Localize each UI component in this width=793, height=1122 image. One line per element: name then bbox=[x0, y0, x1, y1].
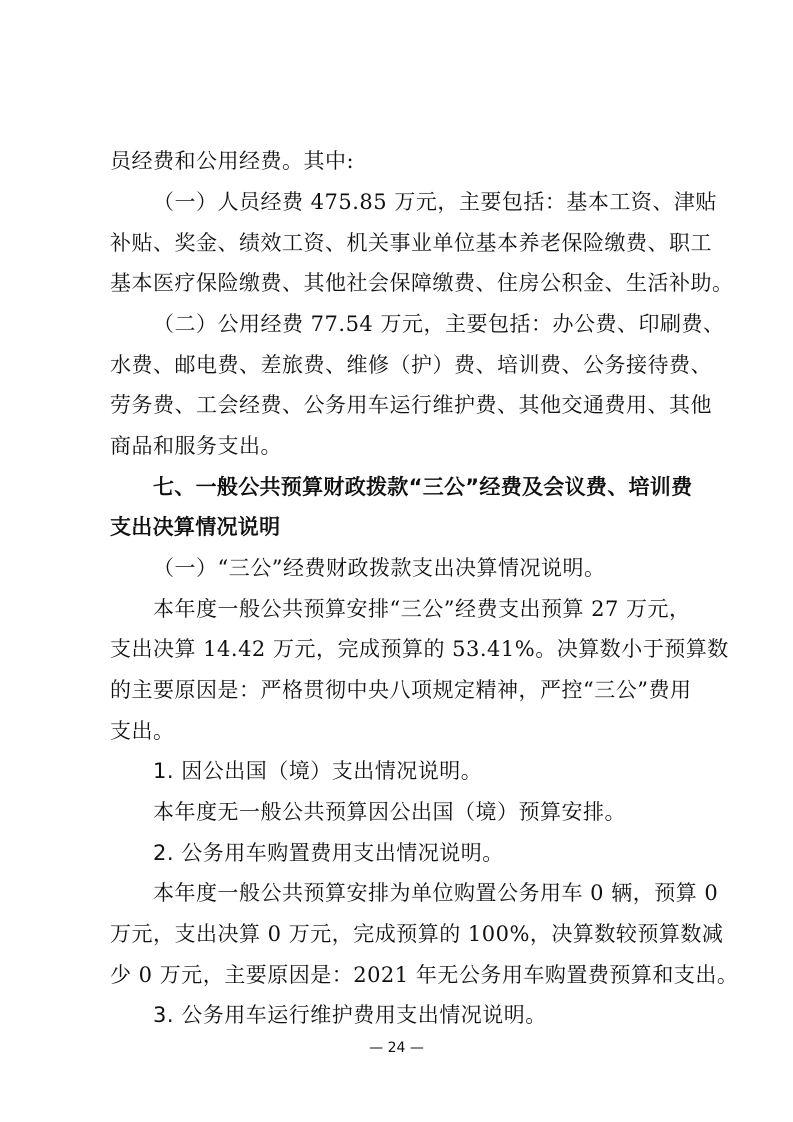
paragraph-line: 劳务费、工会经费、公务用车运行维护费、其他交通费用、其他 bbox=[110, 393, 712, 417]
paragraph-line: 支出。 bbox=[110, 719, 175, 743]
page-number: — 24 — bbox=[369, 1040, 424, 1056]
paragraph-line: 少 0 万元，主要原因是：2021 年无公务用车购置费预算和支出。 bbox=[110, 963, 739, 987]
paragraph-line: 商品和服务支出。 bbox=[110, 434, 282, 458]
subsection-heading: 1. 因公出国（境）支出情况说明。 bbox=[153, 759, 483, 783]
paragraph-line: 员经费和公用经费。其中: bbox=[110, 149, 355, 173]
paragraph-line: 的主要原因是：严格贯彻中央八项规定精神，严控“三公”费用 bbox=[110, 678, 692, 702]
paragraph-line: （二）公用经费 77.54 万元，主要包括：办公费、印刷费、 bbox=[153, 312, 725, 336]
section-heading: 支出决算情况说明 bbox=[110, 515, 281, 539]
paragraph-line: 本年度无一般公共预算因公出国（境）预算安排。 bbox=[153, 800, 626, 824]
paragraph-line: 基本医疗保险缴费、其他社会保障缴费、住房公积金、生活补助。 bbox=[110, 271, 734, 295]
paragraph-line: 支出决算 14.42 万元，完成预算的 53.41%。决算数小于预算数 bbox=[110, 637, 729, 661]
paragraph-line: 水费、邮电费、差旅费、维修（护）费、培训费、公务接待费、 bbox=[110, 353, 712, 377]
section-heading: 七、一般公共预算财政拨款“三公”经费及会议费、培训费 bbox=[153, 475, 693, 499]
subsection-heading: （一）“三公”经费财政拨款支出决算情况说明。 bbox=[153, 556, 606, 580]
paragraph-line: 本年度一般公共预算安排为单位购置公务用车 0 辆，预算 0 bbox=[153, 881, 719, 905]
subsection-heading: 3. 公务用车运行维护费用支出情况说明。 bbox=[153, 1003, 547, 1027]
subsection-heading: 2. 公务用车购置费用支出情况说明。 bbox=[153, 841, 504, 865]
paragraph-line: 本年度一般公共预算安排“三公”经费支出预算 27 万元， bbox=[153, 597, 691, 621]
paragraph-line: 万元，支出决算 0 万元，完成预算的 100%，决算数较预算数减 bbox=[110, 922, 724, 946]
paragraph-line: 补贴、奖金、绩效工资、机关事业单位基本养老保险缴费、职工 bbox=[110, 231, 712, 255]
paragraph-line: （一）人员经费 475.85 万元，主要包括：基本工资、津贴 bbox=[153, 190, 717, 214]
